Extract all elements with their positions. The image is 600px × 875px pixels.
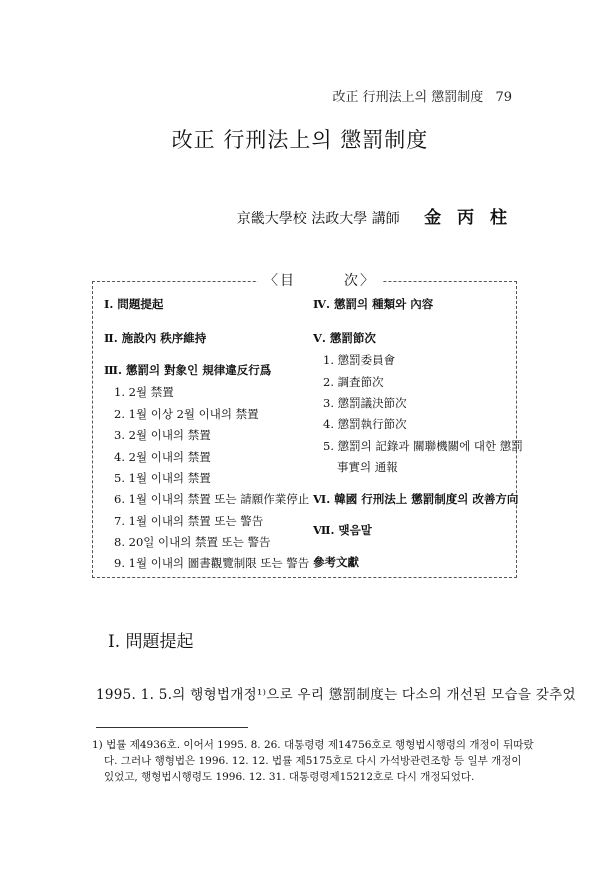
toc-item: 8. 20일 이내의 禁置 또는 警告: [114, 535, 271, 549]
running-header: [332, 86, 512, 105]
toc-item: Ⅵ. 韓國 行刑法上 懲罰制度의 改善方向: [313, 492, 519, 506]
footnote-line: 1) 법률 제4936호. 이어서 1995. 8. 26. 대통령령 제14756호로 행형법시행령의 개정이 뒤따랐: [92, 739, 534, 751]
toc-item: Ⅲ. 懲罰의 對象인 規律違反行爲: [104, 363, 272, 377]
toc-item: 4. 2월 이내의 禁置: [114, 450, 211, 464]
toc-item: 3. 2월 이내의 禁置: [114, 428, 211, 442]
toc-item: 參考文獻: [313, 555, 359, 569]
section-heading: Ⅰ. 問題提起: [108, 632, 194, 652]
footnote-line: 다. 그러나 행형법은 1996. 12. 12. 법률 제5175호로 다시 가석방관련조항 등 일부 개정이: [104, 755, 522, 767]
toc-item: Ⅳ. 懲罰의 種類와 內容: [313, 297, 434, 311]
footnote: [92, 737, 534, 785]
footnote-line: 있었고, 행형법시행령도 1996. 12. 31. 대통령령제15212호로 다시 개정되었다.: [104, 771, 475, 783]
toc-item: 6. 1월 이내의 禁置 또는 請願作業停止: [114, 492, 310, 506]
toc-item: 1. 2월 禁置: [114, 385, 174, 399]
body-paragraph: 1995. 1. 5.의 행형법개정¹⁾으로 우리 懲罰制度는 다소의 개선된 모습을 갖추었: [96, 687, 576, 703]
page-number: 79: [495, 90, 512, 105]
toc-item: Ⅶ. 맺음말: [313, 523, 372, 537]
toc-item: 5. 1월 이내의 禁置: [114, 471, 211, 485]
toc-item: 事實의 通報: [337, 460, 398, 474]
toc-item: 5. 懲罰의 記錄과 關聯機關에 대한 懲罰: [323, 439, 523, 453]
toc-item: Ⅱ. 施設內 秩序維持: [104, 331, 207, 345]
running-title: 改正 行刑法上의 懲罰制度: [332, 90, 484, 105]
toc-item: Ⅴ. 懲罰節次: [313, 331, 376, 345]
toc-label-right: 次〉: [344, 273, 376, 289]
author-line: [237, 203, 512, 228]
toc-item: 2. 調査節次: [323, 375, 384, 389]
author-affiliation: 京畿大學校 法政大學 講師: [236, 211, 400, 227]
toc-item: 1. 懲罰委員會: [323, 353, 396, 367]
toc-label-left: 〈目: [264, 273, 296, 289]
toc-item: 2. 1월 이상 2월 이내의 禁置: [114, 407, 259, 421]
article-title: 改正 行刑法上의 懲罰制度: [171, 128, 429, 152]
toc-item: 7. 1월 이내의 禁置 또는 警告: [114, 514, 264, 528]
toc-item: Ⅰ. 問題提起: [104, 297, 164, 311]
footnote-divider: [96, 727, 248, 728]
toc-item: 3. 懲罰議決節次: [323, 396, 407, 410]
author-name: 金 丙 柱: [424, 208, 512, 228]
toc-item: 4. 懲罰執行節次: [323, 417, 407, 431]
toc-label: [258, 270, 382, 290]
toc-item: 9. 1월 이내의 圖書觀覽制限 또는 警告: [114, 556, 310, 570]
